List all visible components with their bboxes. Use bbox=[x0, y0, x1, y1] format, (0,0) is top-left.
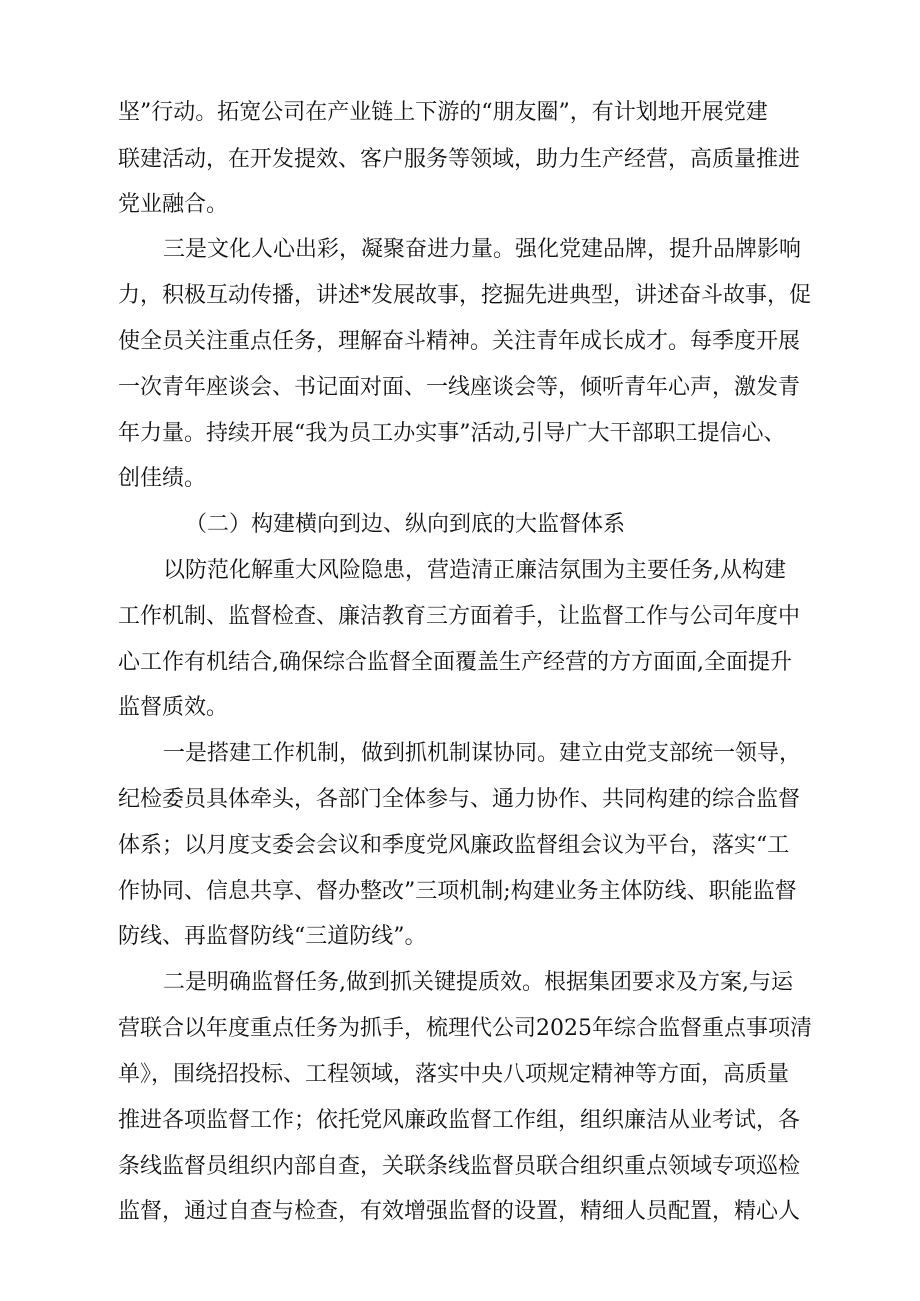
text-line-23: 推进各项监督工作；依托党风廉政监督工作组，组织廉洁从业考试，各 bbox=[118, 1108, 801, 1133]
text-line-2: 联建活动，在开发提效、客户服务等领域，助力生产经营，高质量推进 bbox=[118, 147, 801, 172]
text-line-12: 工作机制、监督检查、廉洁教育三方面着手，让监督工作与公司年度中 bbox=[118, 604, 801, 629]
text-line-3: 党业融合。 bbox=[118, 192, 229, 217]
text-line-7: 一次青年座谈会、书记面对面、一线座谈会等，倾听青年心声，激发青 bbox=[118, 375, 801, 400]
section-heading: （二）构建横向到边、纵向到底的大监督体系 bbox=[185, 512, 626, 537]
text-line-17: 体系；以月度支委会会议和季度党风廉政监督组会议为平台，落实“工 bbox=[118, 833, 790, 858]
text-line-24: 条线监督员组织内部自查，关联条线监督员联合组织重点领域专项巡检 bbox=[118, 1154, 801, 1179]
text-line-1: 坚”行动。拓宽公司在产业链上下游的“朋友圈”，有计划地开展党建 bbox=[118, 100, 768, 125]
text-line-15: 一是搭建工作机制，做到抓机制谋协同。建立由党支部统一领导， bbox=[163, 741, 802, 766]
text-line-14: 监督质效。 bbox=[118, 695, 229, 720]
text-line-20: 二是明确监督任务,做到抓关键提质效。根据集团要求及方案,与运 bbox=[163, 970, 793, 995]
text-line-19: 防线、再监督防线“三道防线”。 bbox=[118, 924, 427, 949]
text-line-13: 心工作有机结合,确保综合监督全面覆盖生产经营的方方面面,全面提升 bbox=[118, 650, 792, 675]
text-line-11: 以防范化解重大风险隐患，营造清正廉洁氛围为主要任务,从构建 bbox=[163, 558, 786, 583]
text-line-25: 监督，通过自查与检查，有效增强监督的设置，精细人员配置，精心人 bbox=[118, 1199, 801, 1224]
text-line-8: 年力量。持续开展“我为员工办实事”活动,引导广大干部职工提信心、 bbox=[118, 421, 786, 446]
text-line-4: 三是文化人心出彩，凝聚奋进力量。强化党建品牌，提升品牌影响 bbox=[163, 237, 802, 262]
text-line-21: 营联合以年度重点任务为抓手，梳理代公司2025年综合监督重点事项清 bbox=[118, 1016, 812, 1041]
text-line-22: 单》，围绕招投标、工程领域，落实中央八项规定精神等方面，高质量 bbox=[118, 1062, 790, 1087]
text-line-6: 使全员关注重点任务，理解奋斗精神。关注青年成长成才。每季度开展 bbox=[118, 329, 801, 354]
text-line-9: 创佳绩。 bbox=[118, 466, 207, 491]
text-line-16: 纪检委员具体牵头，各部门全体参与、通力协作、共同构建的综合监督 bbox=[118, 787, 801, 812]
text-line-18: 作协同、信息共享、督办整改”三项机制;构建业务主体防线、职能监督 bbox=[118, 879, 797, 904]
text-line-5: 力，积极互动传播，讲述*发展故事，挖掘先进典型，讲述奋斗故事，促 bbox=[118, 283, 812, 308]
